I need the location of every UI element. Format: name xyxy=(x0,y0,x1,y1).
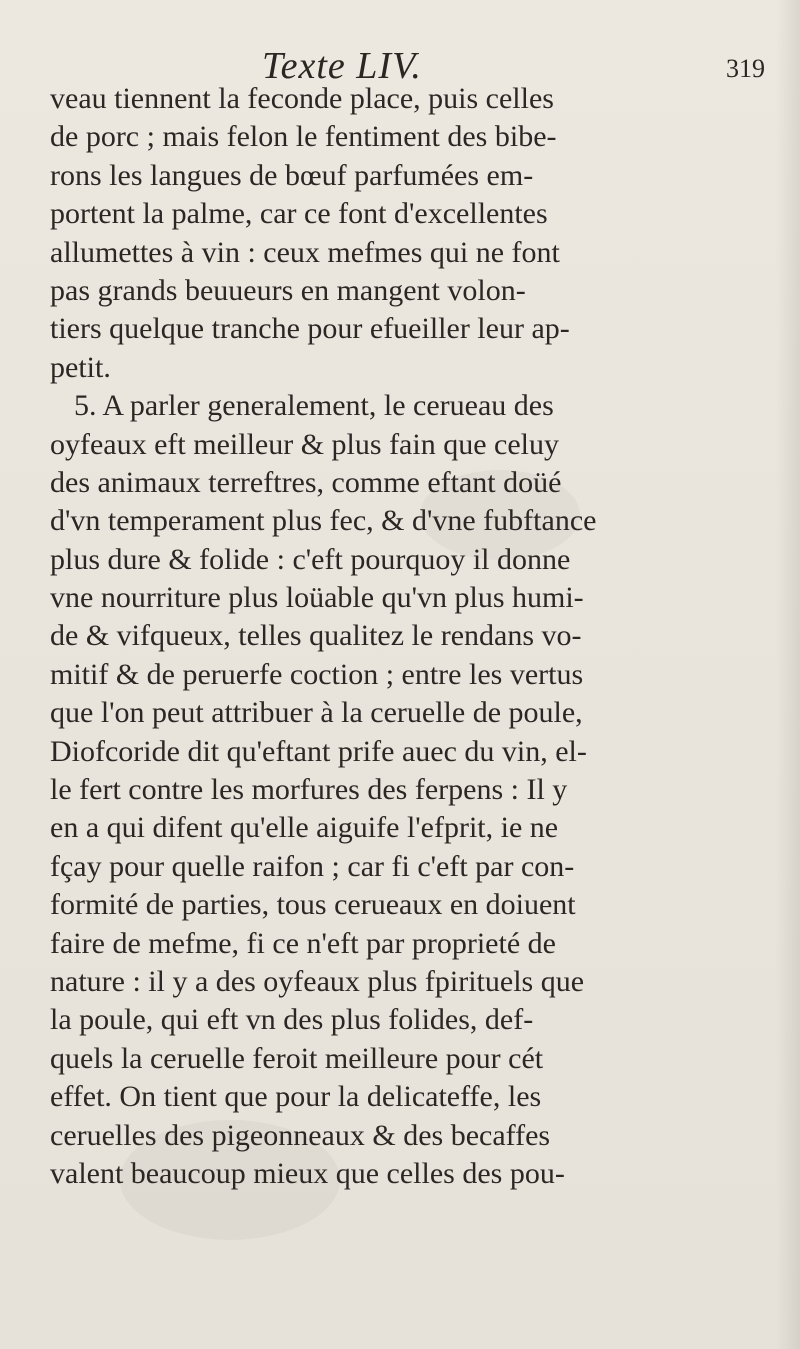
text-line: des animaux terreftres, comme eftant doüé xyxy=(50,465,562,499)
text-line: que l'on peut attribuer à la ceruelle de poule, xyxy=(50,696,583,730)
text-line: ceruelles des pigeonneaux & des becaffes xyxy=(50,1118,551,1152)
text-line: 5. A parler generalement, le cerueau des xyxy=(74,389,554,423)
text-line: d'vn temperament plus fec, & d'vne fubftance xyxy=(50,504,597,538)
body-text xyxy=(50,80,790,1193)
text-line: Diofcoride dit qu'eftant prife auec du vin, el- xyxy=(50,734,587,768)
text-line: effet. On tient que pour la delicateffe, les xyxy=(50,1080,542,1114)
text-line: en a qui difent qu'elle aiguife l'efprit, ie ne xyxy=(50,811,559,845)
text-line: le fert contre les morfures des ferpens : Il y xyxy=(50,773,568,807)
page-number: 319 xyxy=(726,54,765,83)
text-line: nature : il y a des oyfeaux plus fpirituels que xyxy=(50,964,585,998)
text-line: mitif & de peruerfe coction ; entre les vertus xyxy=(50,657,584,691)
text-line: petit. xyxy=(50,350,111,384)
text-line: fçay pour quelle raifon ; car fi c'eft par con- xyxy=(50,849,575,883)
text-line: la poule, qui eft vn des plus folides, def- xyxy=(50,1003,534,1037)
text-line: de porc ; mais felon le fentiment des bibe- xyxy=(50,120,557,154)
text-line: valent beaucoup mieux que celles des pou- xyxy=(50,1156,565,1190)
text-line: quels la ceruelle feroit meilleure pour cét xyxy=(50,1041,544,1075)
text-line: plus dure & folide : c'eft pourquoy il donne xyxy=(50,542,571,576)
text-line: pas grands beuueurs en mangent volon- xyxy=(50,273,526,307)
text-line: allumettes à vin : ceux mefmes qui ne font xyxy=(50,235,560,269)
text-line: rons les langues de bœuf parfumées em- xyxy=(50,158,534,192)
text-line: portent la palme, car ce font d'excellentes xyxy=(50,197,548,231)
text-line: veau tiennent la feconde place, puis celles xyxy=(50,82,554,115)
running-head: Texte LIV. xyxy=(262,45,422,87)
text-line: oyfeaux eft meilleur & plus fain que celuy xyxy=(50,427,559,461)
text-line: faire de mefme, fi ce n'eft par proprieté de xyxy=(50,926,556,960)
text-line: formité de parties, tous cerueaux en doiuent xyxy=(50,888,576,922)
text-line: vne nourriture plus loüable qu'vn plus humi- xyxy=(50,581,584,615)
text-line: tiers quelque tranche pour efueiller leur ap- xyxy=(50,312,570,346)
text-line: de & vifqueux, telles qualitez le rendans vo- xyxy=(50,619,582,653)
